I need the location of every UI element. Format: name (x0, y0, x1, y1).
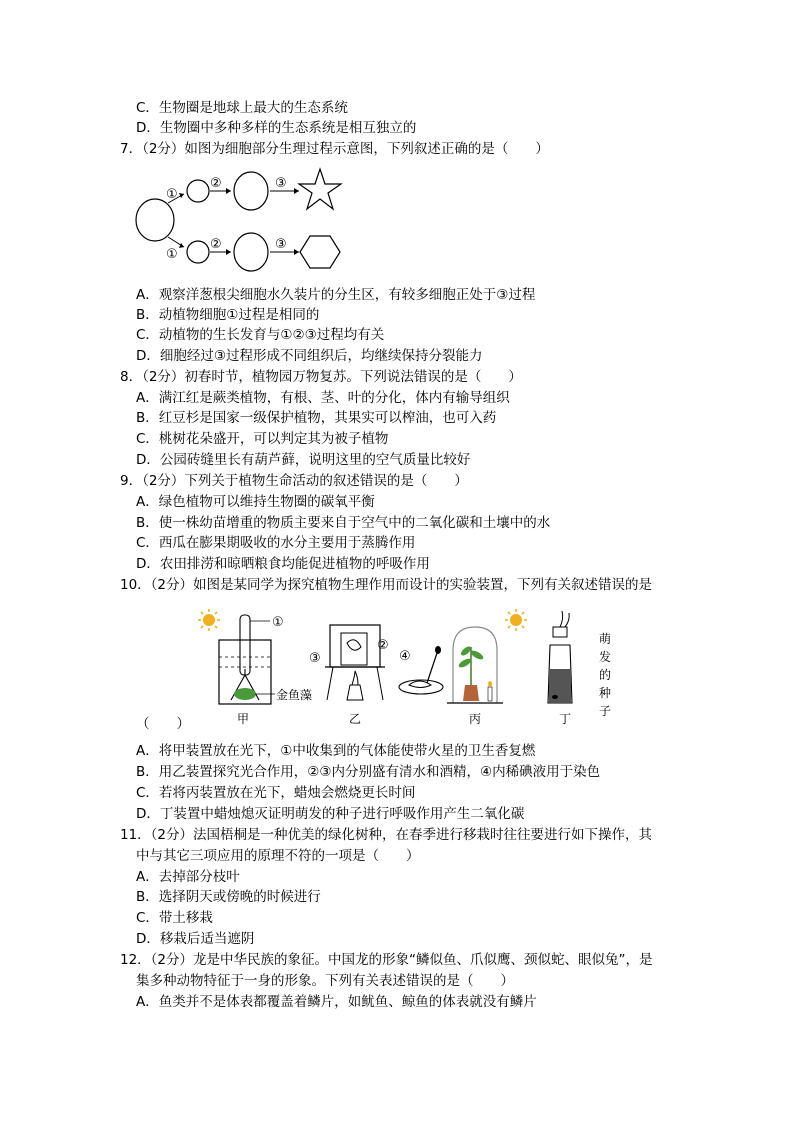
q10-experiment-figure (195, 605, 625, 730)
q7-label-one-top: ① (166, 187, 178, 202)
small-cell-bottom (187, 241, 209, 263)
q11-option-d: D．移栽后适当遮阴 (136, 931, 255, 947)
q10-stem: 10．（2分）如图是某同学为探究植物生理作用而设计的实验装置，下列有关叙述错误的是 (120, 577, 653, 593)
q8-stem: 8．（2分）初春时节，植物园万物复苏。下列说法错误的是（ ） (120, 369, 522, 385)
q7-label-three-bottom: ③ (275, 237, 287, 252)
q10-label-jia: 甲 (237, 712, 250, 726)
q12-stem-line1: 12．（2分）龙是中华民族的象征。中国龙的形象“鳞似鱼、爪似鹰、颈似蛇、眼似兔”，是 (120, 952, 653, 968)
mother-cell (136, 199, 174, 241)
q7-option-b: B．动植物细胞①过程是相同的 (136, 307, 320, 323)
q8-option-c: C．桃树花朵盛开，可以判定其为被子植物 (136, 431, 389, 447)
q10-seed-char-3: 的 (599, 668, 612, 682)
q7-option-c: C．动植物的生长发育与①②③过程均有关 (136, 327, 385, 343)
q10-label-goldfish: 金鱼藻 (276, 688, 313, 702)
q7-label-one-bottom: ① (166, 247, 178, 262)
q6-option-c: C．生物圈是地球上最大的生态系统 (136, 100, 348, 116)
q10-label-two: ② (377, 638, 389, 653)
q11-stem-line2: 中与其它三项应用的原理不符的一项是（ ） (136, 848, 420, 864)
q10-label-one: ① (272, 615, 284, 630)
q6-option-d: D．生物圈中多种多样的生态系统是相互独立的 (136, 120, 417, 136)
q11-stem-line1: 11．（2分）法国梧桐是一种优美的绿化树种，在春季进行移栽时往往要进行如下操作，其 (120, 827, 653, 843)
q7-stem: 7．（2分）如图为细胞部分生理过程示意图，下列叙述正确的是（ ） (120, 141, 549, 157)
q10-seed-char-5: 子 (599, 704, 612, 718)
q9-option-c: C．西瓜在膨果期吸收的水分主要用于蒸腾作用 (136, 535, 416, 551)
q11-option-b: B．选择阴天或傍晚的时候进行 (136, 889, 321, 905)
petri-dish (399, 646, 443, 694)
q7-cell-process-diagram (130, 160, 370, 280)
q9-option-b: B．使一株幼苗增重的物质主要来自于空气中的二氧化碳和土壤中的水 (136, 515, 551, 531)
q8-option-a: A．满江红是蕨类植物，有根、茎、叶的分化，体内有输导组织 (136, 390, 510, 406)
q7-option-d: D．细胞经过③过程形成不同组织后，均继续保持分裂能力 (136, 348, 483, 364)
q11-option-c: C．带土移栽 (136, 910, 213, 926)
large-cell-top (234, 172, 268, 210)
q7-label-three-top: ③ (275, 176, 287, 191)
q10-label-three: ③ (309, 651, 321, 666)
q10-label-four: ④ (399, 649, 411, 664)
large-cell-bottom (234, 233, 268, 271)
apparatus-ding (548, 611, 611, 726)
sun-icon (198, 609, 220, 631)
apparatus-yi (309, 625, 389, 726)
q10-option-a: A．将甲装置放在光下，①中收集到的气体能使带火星的卫生香复燃 (136, 743, 536, 759)
q8-option-d: D．公园砖缝里长有葫芦藓，说明这里的空气质量比较好 (136, 452, 471, 468)
apparatus-bing (447, 627, 503, 726)
q10-seed-char-4: 种 (599, 686, 612, 700)
q8-option-b: B．红豆杉是国家一级保护植物，其果实可以榨油，也可入药 (136, 410, 497, 426)
q10-option-d: D．丁装置中蜡烛熄灭证明萌发的种子进行呼吸作用产生二氧化碳 (136, 806, 525, 822)
q9-option-d: D．农田排涝和晾晒粮食均能促进植物的呼吸作用 (136, 556, 430, 572)
q7-label-two-bottom: ② (210, 237, 222, 252)
q7-option-a: A．观察洋葱根尖细胞水久装片的分生区，有较多细胞正处于③过程 (136, 287, 536, 303)
apparatus-jia (219, 615, 312, 726)
q10-option-b: B．用乙装置探究光合作用，②③内分别盛有清水和酒精，④内稀碘液用于染色 (136, 764, 601, 780)
q10-seed-char-1: 萌 (599, 632, 612, 646)
q10-seed-char-2: 发 (599, 650, 612, 664)
q9-stem: 9．（2分）下列关于植物生命活动的叙述错误的是（ ） (120, 473, 468, 489)
q10-label-bing: 丙 (469, 712, 482, 726)
q10-option-c: C．若将丙装置放在光下，蜡烛会燃烧更长时间 (136, 785, 416, 801)
q12-stem-line2: 集多种动物特征于一身的形象。下列有关表述错误的是（ ） (136, 973, 514, 989)
sun-icon (505, 609, 527, 631)
q11-option-a: A．去掉部分枝叶 (136, 869, 240, 885)
q12-option-a: A．鱼类并不是体表都覆盖着鳞片，如鱿鱼、鲸鱼的体表就没有鳞片 (136, 994, 537, 1010)
q10-bracket: （ ） (136, 716, 190, 732)
q10-label-yi: 乙 (349, 712, 362, 726)
q9-option-a: A．绿色植物可以维持生物圈的碳氧平衡 (136, 494, 375, 510)
q10-label-ding: 丁 (559, 712, 572, 726)
q7-label-two-top: ② (210, 176, 222, 191)
star-tissue (299, 169, 341, 209)
small-cell-top (187, 180, 209, 202)
hexagon-tissue (300, 236, 340, 268)
